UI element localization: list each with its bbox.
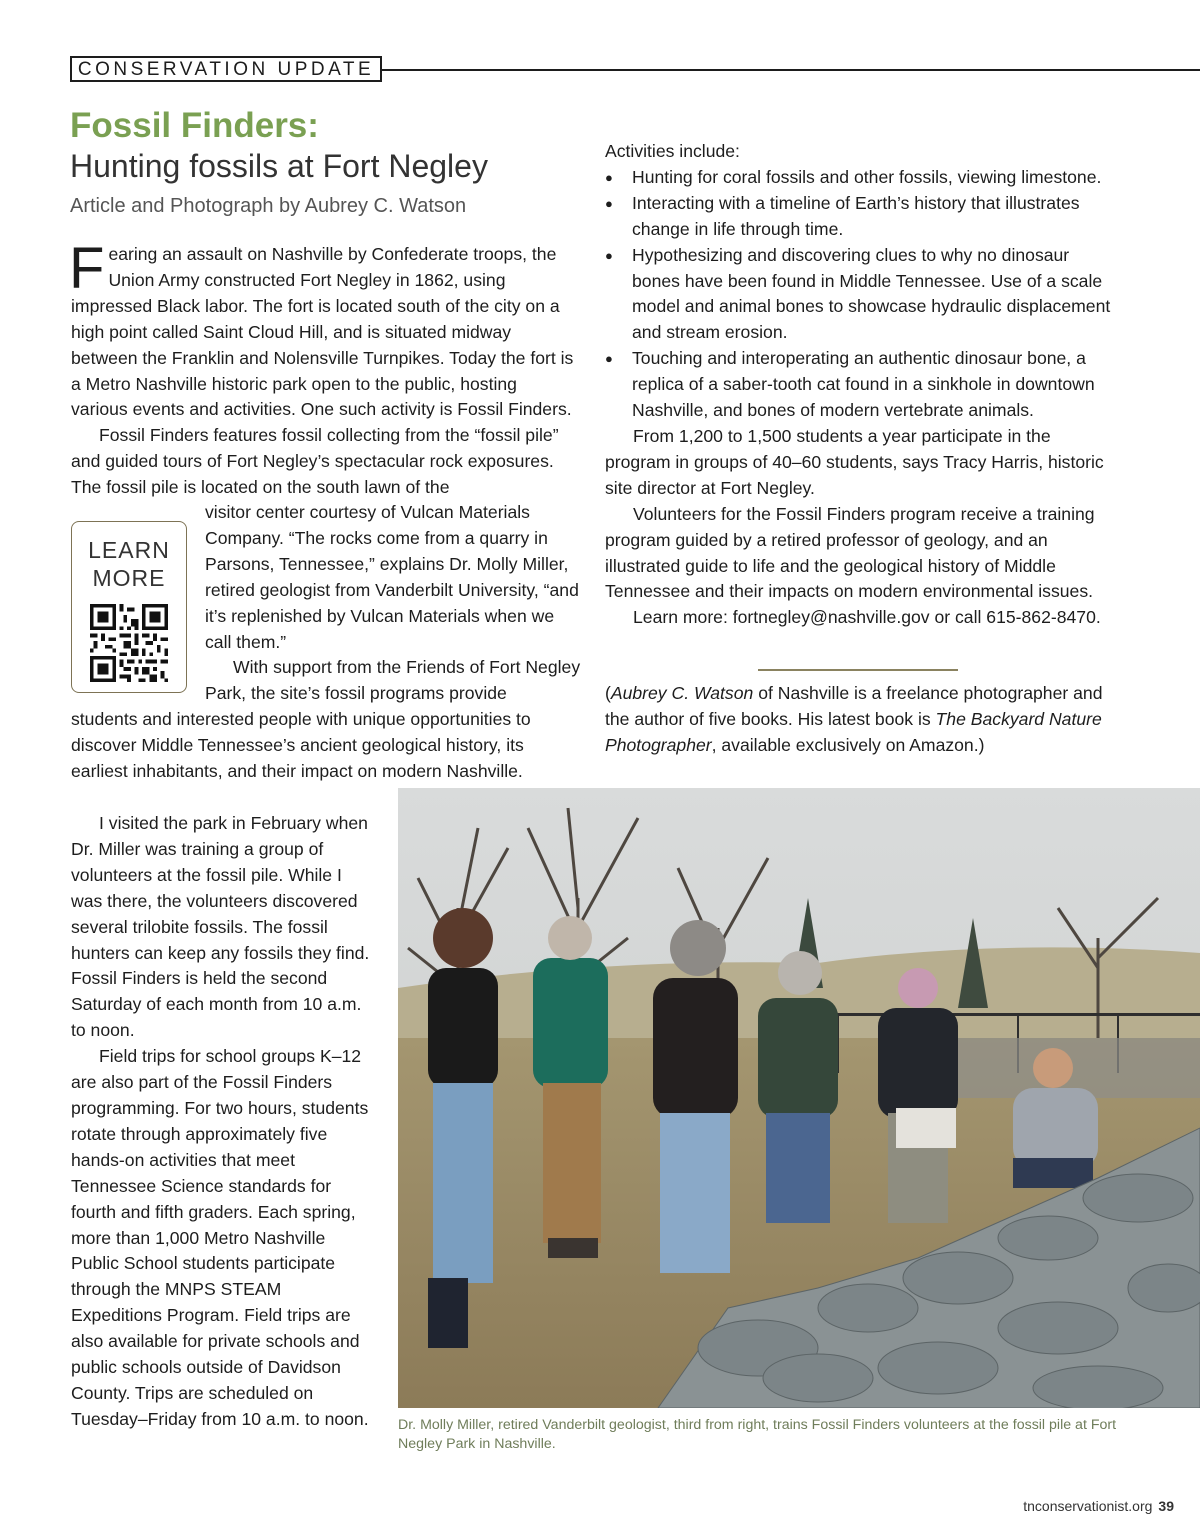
article-photo	[398, 788, 1200, 1408]
paragraph-friends-start: With support from the Friends of Fort Negley Park, the site’s fossil programs provide	[205, 657, 581, 704]
paragraph-vulcan: visitor center courtesy of Vulcan Materials Company. “The rocks come from a quarry in Parsons, Tennessee,” explains Dr. Molly Miller, retired geologist from Vanderbilt University, “and it’s replenished by Vulcan Materials when we call them.”	[205, 502, 579, 652]
list-item: ● Hypothesizing and discovering clues to why no dinosaur bones have been found in Middle Tennessee. Use of a scale model and animal bones to showcase hydraulic displacement and stream erosion.	[605, 243, 1115, 347]
qr-code-icon[interactable]	[90, 604, 168, 682]
article-title: Fossil Finders:	[70, 106, 319, 145]
list-item: ● Hunting for coral fossils and other fossils, viewing limestone.	[605, 165, 1115, 191]
header-rule	[382, 69, 1200, 71]
paragraph-friends-end: students and interested people with unique opportunities to discover Middle Tennessee’s ancient geological history, its earliest inhabitants, and their impact on modern Nashville.	[71, 709, 531, 781]
page-number: 39	[1158, 1498, 1174, 1514]
bio-book-title: The Backyard Nature Photographer	[605, 708, 1102, 755]
right-column	[605, 139, 1115, 631]
footer-site: tnconservationist.org	[1023, 1498, 1153, 1514]
paragraph-students: From 1,200 to 1,500 students a year participate in the program in groups of 40–60 students, says Tracy Harris, historic site director at Fort Negley.	[605, 425, 1104, 498]
learn-more-label: LEARN MORE	[88, 537, 170, 591]
left-column-wrap	[205, 500, 581, 707]
photo-illustration	[398, 788, 1200, 1408]
paragraph-contact: Learn more: fortnegley@nashville.gov or call 615-862-8470.	[633, 607, 1101, 628]
author-bio: (Aubrey C. Watson of Nashville is a freelance photographer and the author of five books. His latest book is The Backyard Nature Photographer, available exclusively on Amazon.)	[605, 683, 1103, 755]
paragraph-field-trips: Field trips for school groups K–12 are also part of the Fossil Finders programming. For two hours, students rotate through approximately five hands-on activities that meet Tennessee Science standards for fourth and fifth graders. Each spring, more than 1,000 Metro Nashville Public School students participate through the MNPS STEAM Expeditions Program. Field trips are also available for private schools and public schools outside of Davidson County. Trips are scheduled on Tuesday–Friday from 10 a.m. to noon.	[71, 1046, 369, 1429]
bio-author-name: Aubrey C. Watson	[610, 683, 754, 703]
article-subtitle: Hunting fossils at Fort Negley	[70, 148, 488, 184]
paragraph-visit: I visited the park in February when Dr. Miller was training a group of volunteers at the fossil pile. While I was there, the volunteers discovered several trilobite fossils. The fossil hunters can keep any fossils they find. Fossil Finders is held the second Saturday of each month from 10 a.m. to noon.	[71, 813, 370, 1041]
bio-divider	[758, 669, 958, 671]
section-label: CONSERVATION UPDATE	[70, 56, 382, 82]
left-column-top	[69, 236, 576, 501]
byline: Article and Photograph by Aubrey C. Watson	[70, 195, 467, 217]
left-column-full	[71, 707, 576, 785]
activities-list	[605, 165, 1115, 424]
paragraph-intro: Fearing an assault on Nashville by Confederate troops, the Union Army constructed Fort Negley in 1862, using impressed Black labor. The fort is located south of the city on a high point called Saint Cloud Hill, and is situated midway between the Franklin and Nolensville Turnpikes. Today the fort is a Metro Nashville historic park open to the public, hosting various events and activities. One such activity is Fossil Finders.	[69, 236, 574, 420]
drop-cap: F	[69, 236, 105, 301]
list-item: ● Interacting with a timeline of Earth’s history that illustrates change in life through time.	[605, 191, 1115, 243]
left-column-narrow	[71, 811, 371, 1433]
learn-more-box[interactable]	[71, 521, 187, 693]
list-item: ● Touching and interoperating an authentic dinosaur bone, a replica of a saber-tooth cat found in a sinkhole in downtown Nashville, and bones of modern vertebrate animals.	[605, 346, 1115, 424]
paragraph-fossil-pile: Fossil Finders features fossil collecting from the “fossil pile” and guided tours of Fort Negley’s spectacular rock exposures. The fossil pile is located on the south lawn of the	[71, 425, 559, 498]
photo-caption: Dr. Molly Miller, retired Vanderbilt geologist, third from right, trains Fossil Finders volunteers at the fossil pile at Fort Negley Park in Nashville.	[398, 1417, 1117, 1452]
activities-intro: Activities include:	[605, 141, 740, 161]
paragraph-volunteers: Volunteers for the Fossil Finders program receive a training program guided by a retired professor of geology, and an illustrated guide to life and the geological history of Middle Tennessee and their impacts on modern environmental issues.	[605, 503, 1095, 602]
page-footer	[1023, 1498, 1174, 1514]
